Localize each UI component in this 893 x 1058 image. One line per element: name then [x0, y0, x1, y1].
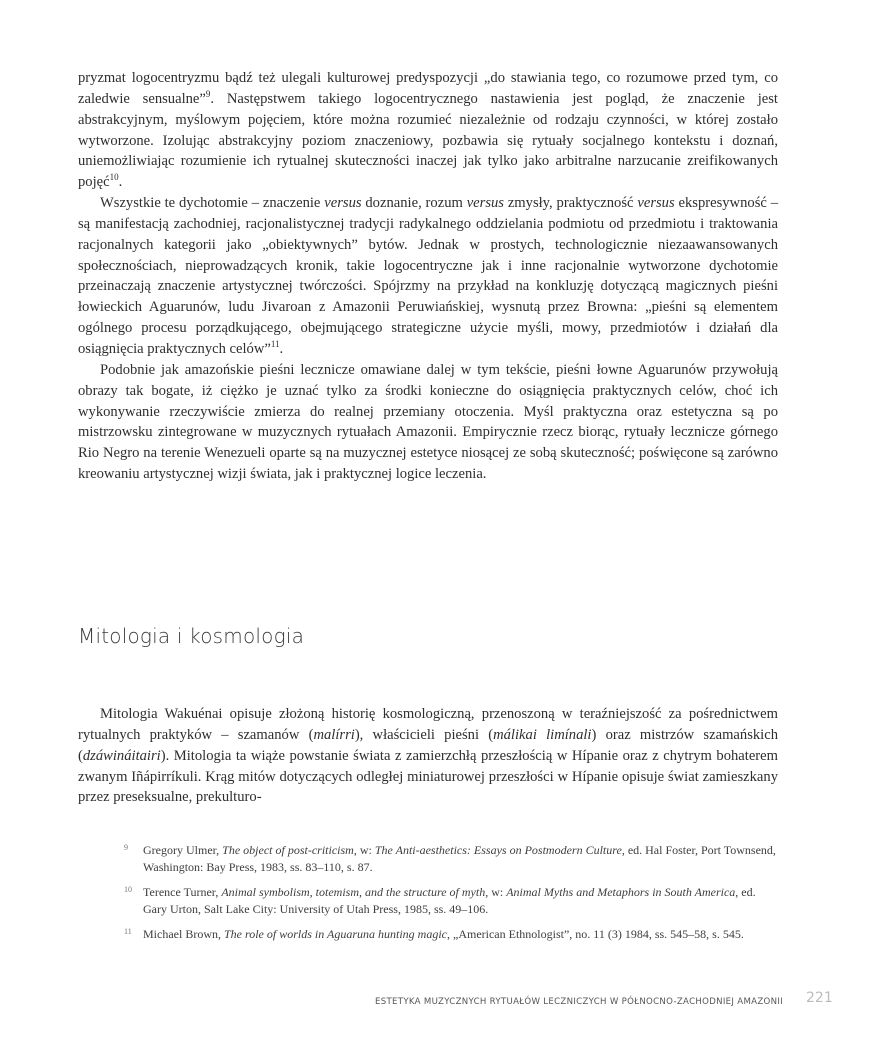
paragraph-mythology — [78, 704, 778, 808]
footnote-ref-9[interactable]: 9 — [205, 88, 211, 99]
italic-term: málikai limínali — [493, 726, 592, 743]
footnote-11 — [122, 926, 778, 943]
paragraph-aguaruna: Podobnie jak amazońskie pieśni lecznicze omawiane dalej w tym tekście, pieśni łowne Aguarunów przywołują obrazy tak bogate, iż ciężko je uznać tylko za środki konieczne do osiągnięcia praktycznych celów, choć ich wykonywanie rzeczywiście zmierza do realnej przemiany otoczenia. Myśl praktyczna oraz estetyczna są po mistrzowsku zintegrowane w muzycznych rytuałach Amazonii. Empirycznie rzecz biorąc, rytuały lecznicze górnego Rio Negro na terenie Wenezueli oparte są na muzycznej estetyce niosącej ze sobą skuteczność; poświęcone są zarówno kreowaniu artystycznej wizji świata, jak i praktycznej logice leczenia. — [78, 361, 778, 483]
italic-term: versus — [637, 195, 675, 212]
text-run: , w: — [485, 885, 507, 899]
italic-title: Animal symbolism, totemism, and the structure of myth — [221, 885, 486, 899]
footnote-ref-10[interactable]: 10 — [109, 172, 119, 183]
footnote-ref-11[interactable]: 11 — [270, 339, 280, 350]
text-run: . Następstwem takiego logocentrycznego nastawienia jest pogląd, że znaczenie jest abstrakcyjnym, myślowym pojęciem, które można rozumieć niezależnie od rodzaju czynności, w której zostało wytworzone. Izolując abstrakcyjny poziom znaczeniowy, pozbawia się rytuały socjalnego kontekstu i doznań, uniemożliwiając rozumienie ich rytualnej skuteczności inaczej jak tylko jako arbitralne narzucanie zreifikowanych pojęć — [78, 90, 778, 191]
italic-term: versus — [324, 195, 362, 212]
section-heading: Mitologia i kosmologia — [78, 624, 305, 648]
italic-title: The Anti-aesthetics: Essays on Postmodern Culture — [374, 843, 622, 857]
page-number: 221 — [806, 990, 833, 1006]
italic-title: Animal Myths and Metaphors in South America — [506, 885, 736, 899]
footnote-number: 9 — [124, 843, 128, 852]
footnote-number: 11 — [124, 927, 132, 936]
text-run: pryzmat logocentryzmu bądź też ulegali kulturowej predyspozycji „do stawiania tego, co rozumowe przed tym, co zaledwie sensualne” — [78, 70, 778, 107]
text-run: zmysły, praktyczność — [503, 195, 638, 212]
text-run: , ed. Gary Urton, Salt Lake City: University of Utah Press, 1985, ss. 49–106. — [143, 885, 756, 916]
text-run: ekspresywność – są manifestacją zachodniej, racjonalistycznej tradycji radykalnego oddzielania podmiotu od przedmiotu i traktowania racjonalnych kategorii jako „obiektywnych” bytów. Jednak w prostych, technologicznie niezaawansowanych społecznościach, nieprowadzących kronik, takie logocentryczne jak i inne racjonalnie wytworzone dychotomie przeinaczają znaczenie artystycznej twórczości. Spójrzmy na przykład na konkluzję dotyczącą magicznych pieśni łowieckich Aguarunów, ludu Jivaroan z Amazonii Peruwiańskiej, wysnutą przez Browna: „pieśni są elementem ogólnego procesu porządkującego, obejmującego strategiczne użycie myśli, mowy, przedmiotów i działań dla osiągnięcia praktycznych celów” — [78, 195, 778, 357]
italic-term: versus — [466, 195, 504, 212]
footnote-number: 10 — [124, 885, 132, 894]
text-run: Gregory Ulmer, — [143, 843, 223, 857]
footnote-9 — [122, 842, 778, 876]
text-run: ). Mitologia ta wiąże powstanie świata z zamierzchłą przeszłością w Hípanie oraz z chytrym bohaterem zwanym Iñápirríkuli. Krąg mitów dotyczących odległej miniaturowej przeszłości w Hípanie opisuje świat zamieszkany przez preseksualne, prekulturo- — [78, 747, 778, 806]
text-run: Michael Brown, — [143, 927, 224, 941]
italic-term: malírri — [313, 726, 355, 743]
text-run: . — [118, 174, 123, 191]
text-run: Terence Turner, — [143, 885, 222, 899]
text-run: Wszystkie te dychotomie – znaczenie — [100, 195, 325, 212]
footnote-10 — [122, 884, 778, 918]
text-run: doznanie, rozum — [361, 195, 467, 212]
text-run: , „American Ethnologist”, no. 11 (3) 1984, ss. 545–58, s. 545. — [447, 927, 744, 941]
text-run: . — [279, 340, 284, 357]
italic-term: dzáwináitairi — [82, 747, 161, 764]
text-run: , w: — [353, 843, 375, 857]
italic-title: The object of post-criticism — [222, 843, 354, 857]
paragraph-continuation — [78, 68, 778, 193]
footnotes — [122, 842, 778, 951]
running-footer: ESTETYKA MUZYCZNYCH RYTUAŁÓW LECZNICZYCH W PÓŁNOCNO-ZACHODNIEJ AMAZONII — [375, 997, 783, 1007]
text-run: , ed. Hal Foster, Port Townsend, Washington: Bay Press, 1983, ss. 83–110, s. 87. — [143, 843, 776, 874]
text-run: ), właścicieli pieśni ( — [354, 726, 494, 743]
text-run: ) oraz mistrzów szamańskich ( — [78, 726, 778, 764]
paragraph-dichotomies — [78, 193, 778, 360]
body-text-lower — [78, 704, 778, 808]
text-run: Mitologia Wakuénai opisuje złożoną historię kosmologiczną, przenoszoną w teraźniejszość za pośrednictwem rytualnych praktyków – szamanów ( — [78, 706, 778, 743]
body-text-upper — [78, 68, 778, 485]
italic-title: The role of worlds in Aguaruna hunting magic — [223, 927, 447, 941]
